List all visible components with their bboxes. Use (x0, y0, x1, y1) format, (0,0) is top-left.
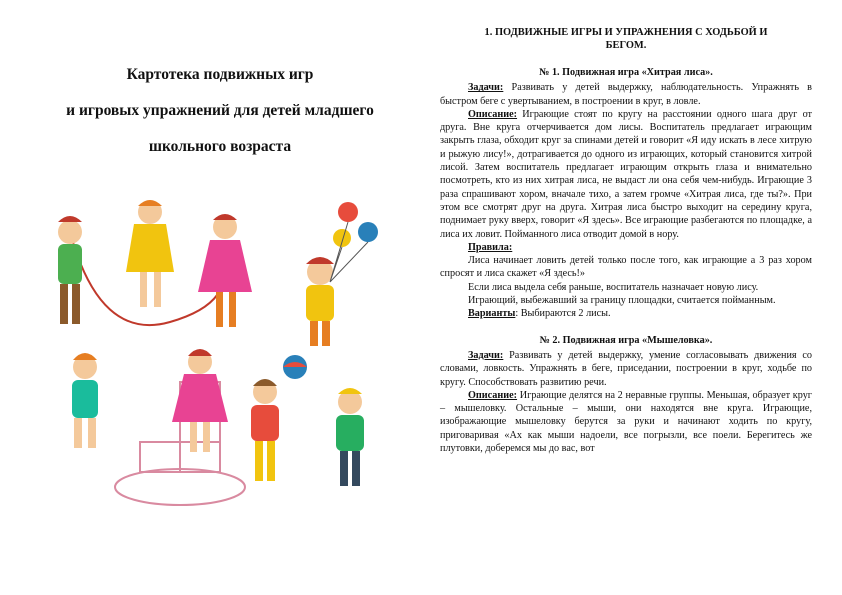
child-figure-2 (126, 200, 174, 307)
description-label: Описание: (468, 389, 518, 401)
game-1-rule-2: Если лиса выдела себя раньше, воспитатель назначает новую лису. (468, 281, 759, 293)
description-label: Описание: (468, 108, 518, 120)
rules-label: Правила: (468, 241, 513, 253)
balloons-icon (330, 202, 378, 282)
children-playing-illustration (30, 192, 400, 512)
page-title-line-2: и игровых упражнений для детей младшего (66, 102, 374, 119)
left-page (0, 0, 420, 595)
game-1-heading: № 1. Подвижная игра «Хитрая лиса». (539, 67, 713, 78)
game-1-task (440, 81, 812, 108)
task-label: Задачи: (468, 82, 504, 94)
child-figure-4 (306, 257, 334, 346)
game-1-rule-3: Играющий, выбежавший за границу площадки, считается пойманным. (468, 295, 776, 307)
child-figure-1 (58, 216, 82, 324)
game-1-variants (440, 307, 812, 320)
task-text: Развивать у детей выдержку, наблюдательность. Упражнять в быстром беге с увертыванием, в построении в круг, в ловле. (440, 82, 812, 107)
child-figure-7 (251, 379, 279, 481)
section-title (440, 26, 812, 52)
task-label: Задачи: (468, 349, 504, 361)
game-2-task (440, 349, 812, 389)
game-2-heading: № 2. Подвижная игра «Мышеловка». (539, 334, 713, 346)
spacer (440, 321, 812, 334)
game-1-rules-label (440, 241, 812, 254)
child-figure-5 (72, 353, 98, 448)
child-figure-8 (336, 388, 364, 486)
page-title-line-3: школьного возраста (148, 138, 292, 155)
page-title-line-1: Картотека подвижных игр (126, 66, 314, 83)
child-figure-3 (198, 214, 252, 327)
description-text: Играющие стоят по кругу на расстоянии одного шага друг от друга. Вне круга отчерчивается дом лисы. Воспитатель предлагает играющим закрыть глаза, обходит круг за спинами детей и говорит «Я иду искать в лесе хитрую и рыжую лису!», дотрагивается до одного из играющих, который становится хитрой лисой. Затем воспитатель предлагает играющим открыть глаза и внимательно посмотреть, кто из них хитрая лиса, не выдаст ли она себя чем-нибудь. Играющие 3 раза спрашивают хором, вначале тихо, а затем громче «Хитрая лиса, где ты?». При этом все смотрят друг на друга. Хитрая лиса быстро выходит на середину круга, поднимает руку вверх, говорит «Я здесь». Все играющие разбегаются по площадке, а лиса их ловит. Пойманного лиса отводит домой в нору. (440, 108, 812, 240)
game-2-description (440, 389, 812, 455)
section-title-line-2: БЕГОМ. (605, 40, 647, 51)
task-text: Развивать у детей выдержку, умение согласовывать движения со словами, ловкость. Упражнять в беге, приседании, построении в круг, ходьбе по кругу. Способствовать развитию речи. (440, 349, 812, 388)
right-page-text (440, 26, 812, 455)
section-title-line-1: 1. ПОДВИЖНЫЕ ИГРЫ И УПРАЖНЕНИЯ С ХОДЬБОЙ И (484, 27, 768, 38)
variants-label: Варианты (468, 308, 516, 320)
game-1-rule-1: Лиса начинает ловить детей только после того, как играющие а 3 раз хором спросят и лиса скажет «Я здесь!» (440, 255, 812, 280)
ball-icon (283, 355, 307, 379)
variants-text: : Выбираются 2 лисы. (515, 308, 611, 320)
description-text: Играющие делятся на 2 неравные группы. Меньшая, образует круг – мышеловку. Остальные – мыши, они находятся вне круга. Играющие, изображающие мышеловку берутся за руки и начинают ходить по кругу, приговаривая «Ах как мыши надоели, все погрызли, все поели. Берегитесь же плутовки, доберемся мы до вас, вот (440, 389, 812, 455)
game-1-description (440, 108, 812, 241)
